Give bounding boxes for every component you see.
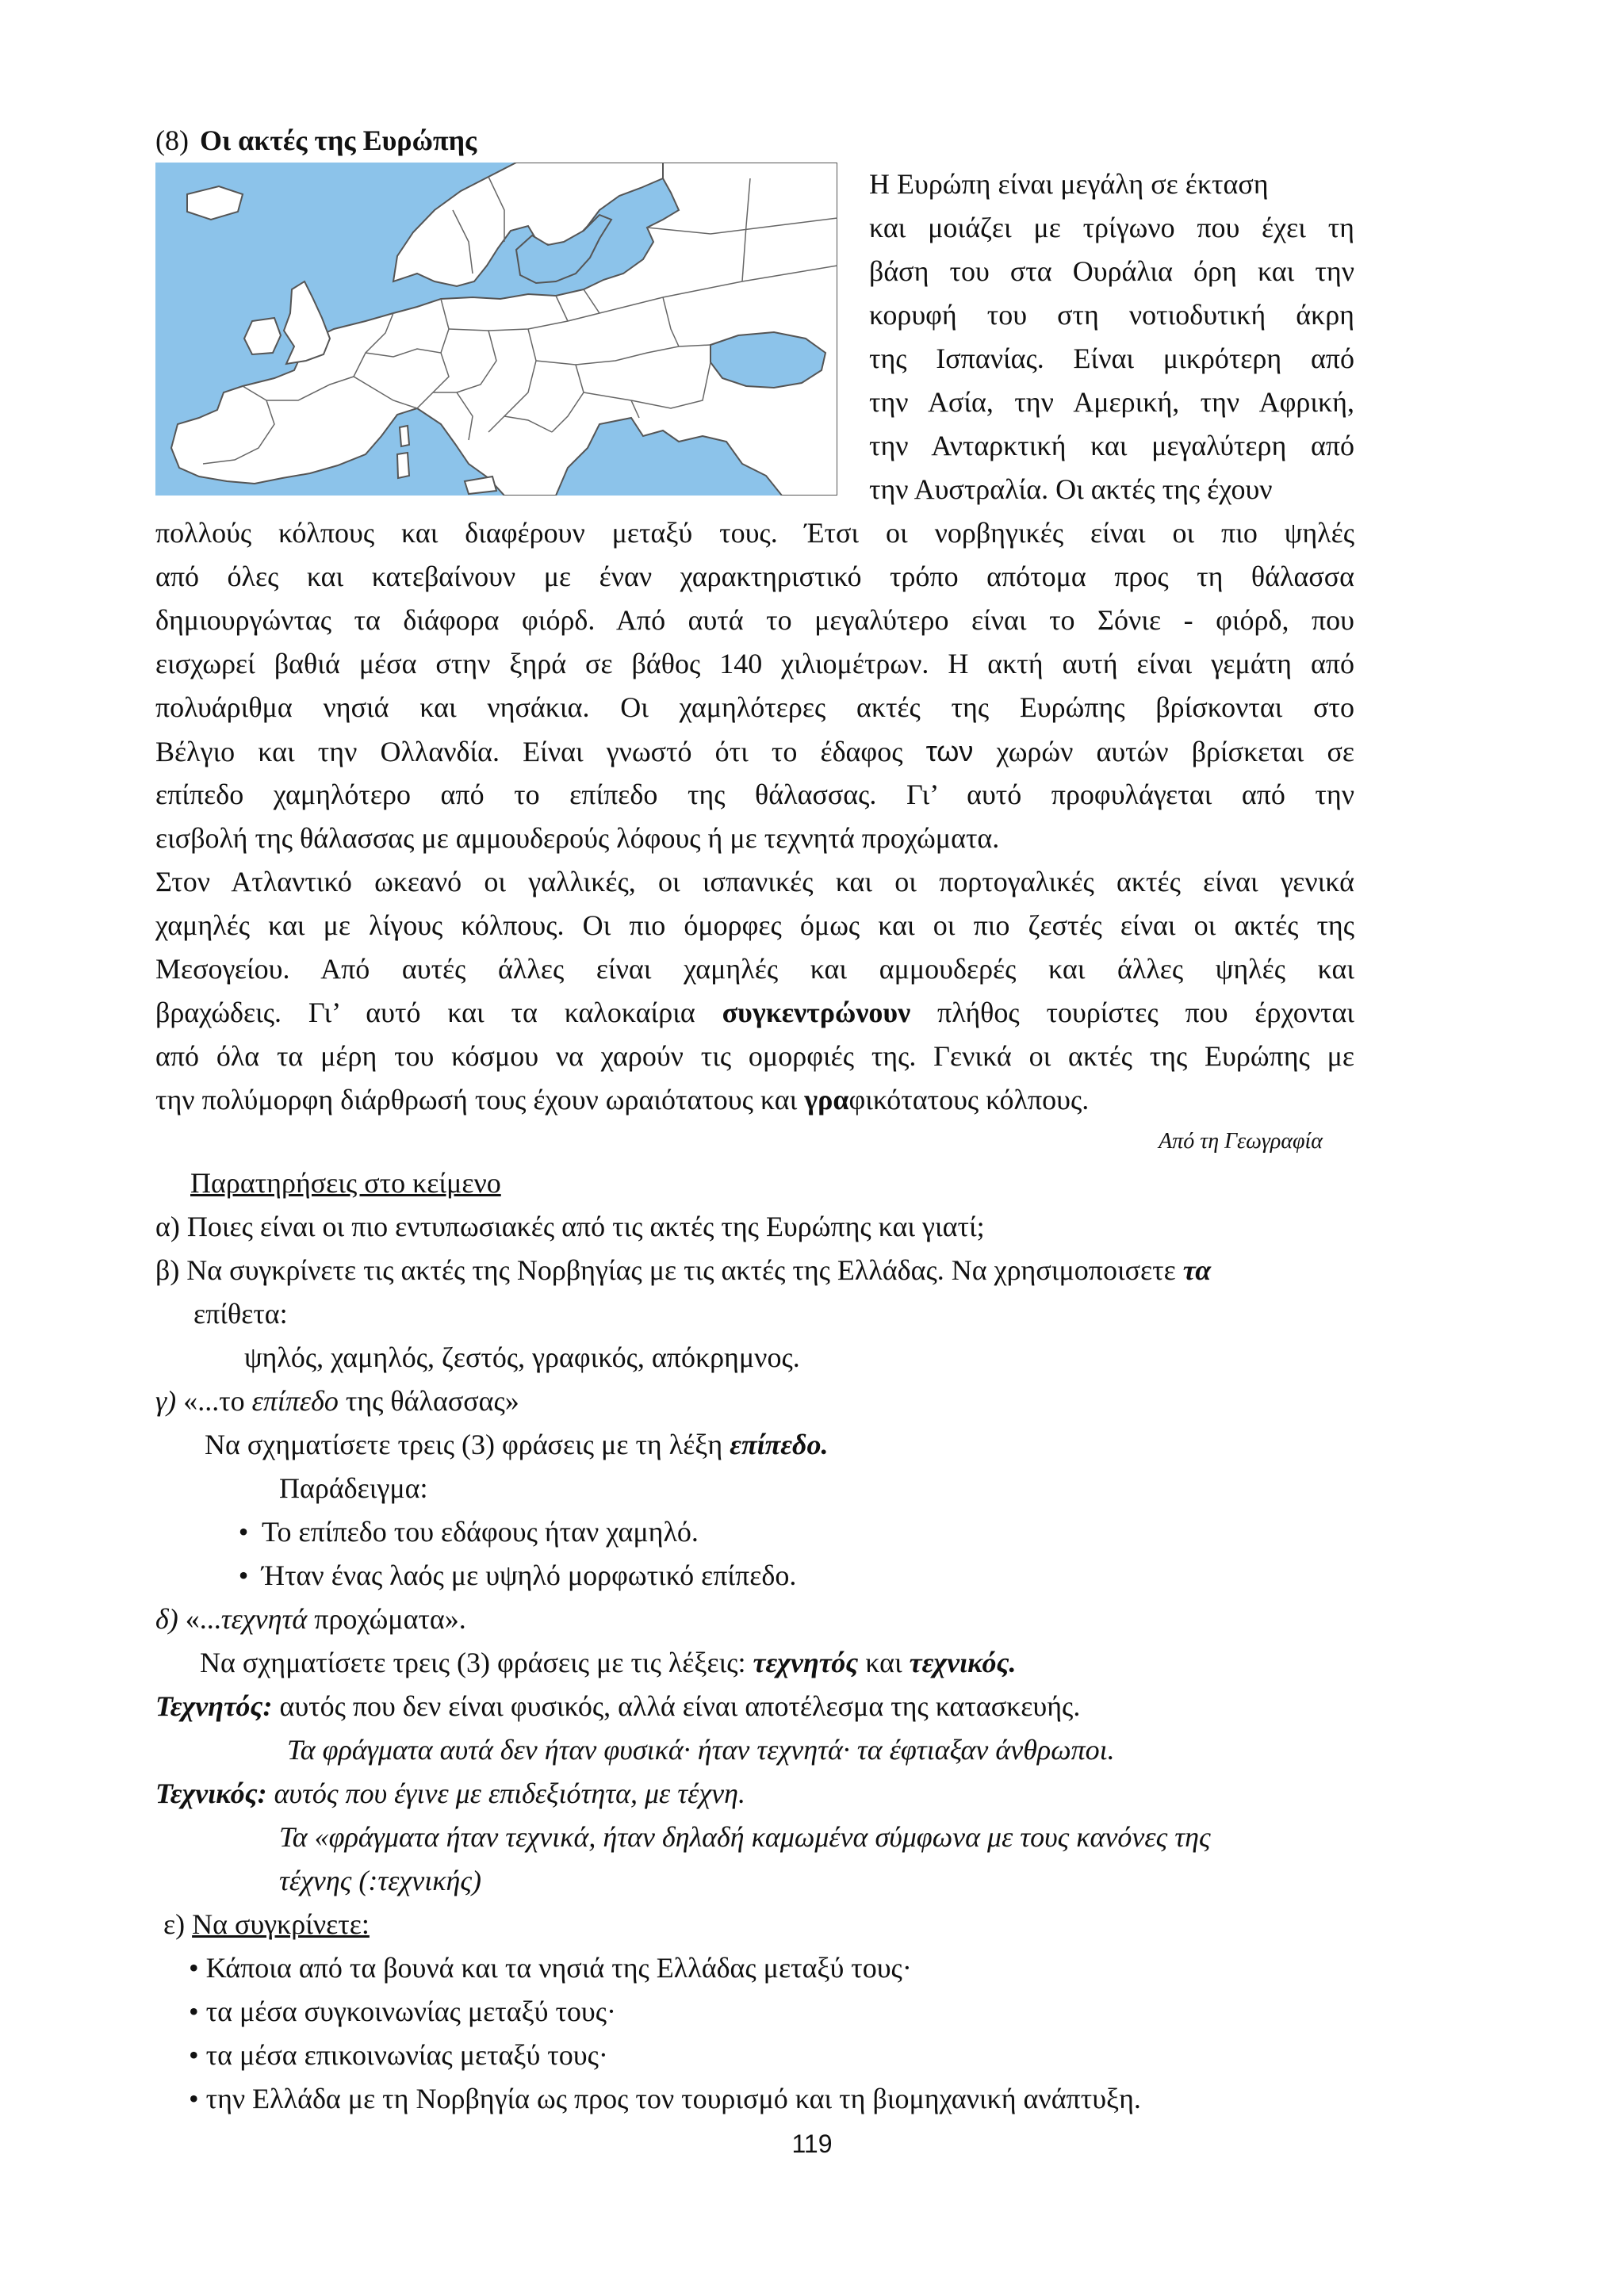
list-item-text: τα μέσα συγκοινωνίας μεταξύ τους·	[205, 1996, 617, 2027]
section-title: Οι ακτές της Ευρώπης	[199, 124, 477, 156]
source-citation: Από τη Γεωγραφία	[1159, 1129, 1323, 1154]
bullet-icon: •	[238, 1559, 249, 1591]
europe-map-image	[155, 163, 837, 496]
text-line: από όλες και κατεβαίνουν με έναν χαρακτηριστικό τρόπο απότομα προς τη θάλασσα	[155, 561, 1354, 592]
bold-word: συγκεντρώνουν	[722, 997, 911, 1028]
definition-technikos	[155, 1772, 1354, 1816]
text-span: β) Να συγκρίνετε τις ακτές της Νορβηγίας με τις ακτές της Ελλάδας. Να χρησιμοποισετε	[155, 1254, 1183, 1286]
intro-line: Η Ευρώπη είναι μεγάλη σε έκταση	[869, 168, 1269, 200]
paragraph-mediterranean	[155, 860, 1354, 1122]
question-b	[155, 1249, 1354, 1292]
question-c-task	[155, 1423, 1354, 1467]
list-item	[155, 1554, 1354, 1598]
intro-line: κορυφή του στη νοτιοδυτική άκρη	[869, 299, 1354, 331]
list-item	[155, 1946, 1354, 1990]
text-line: Στον Ατλαντικό ωκεανό οι γαλλικές, οι ισπανικές και οι πορτογαλικές ακτές είναι γενικά	[155, 866, 1354, 897]
text-line	[155, 991, 1354, 1035]
intro-line: της Ισπανίας. Είναι μικρότερη από	[869, 342, 1354, 374]
page-content	[155, 119, 1354, 2121]
list-item-text: την Ελλάδα με τη Νορβηγία ως προς τον τουρισμό και τη βιομηχανική ανάπτυξη.	[205, 2083, 1141, 2114]
text-span: Βέλγιο και την Ολλανδία. Είναι γνωστό ότι το έδαφος	[155, 736, 926, 767]
text-line: πολλούς κόλπους και διαφέρουν μεταξύ τους. Έτσι οι νορβηγικές είναι οι πιο ψηλές	[155, 517, 1354, 549]
text-span: βραχώδεις. Γι’ αυτό και τα καλοκαίρια	[155, 997, 722, 1028]
definition-example	[155, 1816, 1354, 1859]
definition-term: Τεχνικός:	[155, 1777, 267, 1809]
bold-word: γρα	[804, 1084, 849, 1115]
page-number: 119	[791, 2130, 833, 2158]
list-item-text: Κάποια από τα βουνά και τα νησιά της Ελλάδας μεταξύ τους·	[205, 1952, 912, 1984]
definition-example	[155, 1728, 1354, 1772]
question-label: δ)	[155, 1603, 186, 1635]
intro-line: την Ανταρκτική και μεγαλύτερη από	[869, 430, 1354, 461]
text-span: φικότατους κόλπους.	[848, 1084, 1090, 1115]
sardinia	[397, 453, 409, 478]
bullet-icon: •	[189, 2083, 206, 2114]
question-e	[155, 1903, 1354, 1946]
text-span: «...το	[183, 1385, 252, 1417]
example-text: τέχνης (:τεχνικής)	[279, 1865, 481, 1896]
text-line: επίπεδο χαμηλότερο από το επίπεδο της θάλασσας. Γι’ αυτό προφυλάγεται από την	[155, 779, 1354, 810]
text-span: χωρών αυτών βρίσκεται σε	[973, 736, 1354, 767]
question-a: α) Ποιες είναι οι πιο εντυπωσιακές από τις ακτές της Ευρώπης και γιατί;	[155, 1211, 985, 1242]
example-text: Τα «φράγματα ήταν τεχνικά, ήταν δηλαδή καμωμένα σύμφωνα με τους κανόνες της	[279, 1821, 1211, 1853]
intro-line: και μοιάζει με τρίγωνο που έχει τη	[869, 212, 1354, 243]
list-item	[155, 1510, 1354, 1554]
definition-example	[155, 1859, 1354, 1903]
italic-word: επίπεδο	[251, 1385, 339, 1417]
text-span: Να σχηματίσετε τρεις (3) φράσεις με τη λέξη	[205, 1429, 730, 1460]
definition-technitos	[155, 1685, 1354, 1728]
italic-word: τεχνητά	[220, 1603, 308, 1635]
text-span: προχώματα».	[307, 1603, 466, 1635]
text-span: και	[858, 1647, 910, 1678]
question-e-title: Να συγκρίνετε:	[192, 1908, 370, 1940]
paragraph-norway	[155, 511, 1354, 860]
question-label: γ)	[155, 1385, 184, 1417]
text-span: την πολύμορφη διάρθρωσή τους έχουν ωραιότατους και	[155, 1084, 805, 1115]
text-span: «...	[185, 1603, 221, 1635]
adjective-list: ψηλός, χαμηλός, ζεστός, γραφικός, απόκρημνος.	[244, 1341, 800, 1373]
text-line: Μεσογείου. Από αυτές άλλες είναι χαμηλές και αμμουδερές και άλλες ψηλές και	[155, 953, 1354, 985]
section-heading	[155, 119, 1354, 163]
text-span: πλήθος τουρίστες που έρχονται	[910, 997, 1354, 1028]
text-line	[155, 1078, 1354, 1122]
question-label: ε)	[163, 1908, 193, 1940]
definition-text: αυτός που δεν είναι φυσικός, αλλά είναι αποτέλεσμα της κατασκευής.	[272, 1690, 1081, 1722]
list-item	[155, 1990, 1354, 2034]
question-d-task	[155, 1641, 1354, 1685]
corsica	[400, 426, 409, 446]
bullet-icon: •	[189, 1952, 206, 1984]
bold-italic-word: επίπεδο.	[730, 1429, 829, 1460]
text-span: των	[925, 735, 974, 767]
text-span: Να σχηματίσετε τρεις (3) φράσεις με τις λέξεις:	[200, 1647, 753, 1678]
question-c	[155, 1380, 1354, 1423]
intro-line: βάση του στα Ουράλια όρη και την	[869, 255, 1354, 287]
bold-italic-word: τεχνητός	[753, 1647, 859, 1678]
text-line: πολυάριθμα νησιά και νησάκια. Οι χαμηλότερες ακτές της Ευρώπης βρίσκονται στο	[155, 691, 1354, 723]
example-label: Παράδειγμα:	[279, 1472, 428, 1504]
bold-italic-word: τα	[1182, 1254, 1212, 1286]
list-item-text: Το επίπεδο του εδάφους ήταν χαμηλό.	[262, 1516, 699, 1548]
bullet-icon: •	[238, 1516, 249, 1548]
example-text: Τα φράγματα αυτά δεν ήταν φυσικά· ήταν τεχνητά· τα έφτιαξαν άνθρωποι.	[287, 1734, 1115, 1766]
bullet-icon: •	[189, 1996, 206, 2027]
question-b-continued: επίθετα:	[193, 1298, 288, 1330]
intro-line: την Αυστραλία. Οι ακτές της έχουν	[869, 473, 1273, 505]
text-line	[155, 729, 1354, 773]
list-item	[155, 2077, 1354, 2121]
bullet-icon: •	[189, 2039, 206, 2071]
exercises-title	[155, 1161, 1354, 1205]
intro-line: την Ασία, την Αμερική, την Αφρική,	[869, 386, 1354, 418]
list-item	[155, 2034, 1354, 2077]
list-item-text: τα μέσα επικοινωνίας μεταξύ τους·	[205, 2039, 608, 2071]
text-line: χαμηλές και με λίγους κόλπους. Οι πιο όμορφες όμως και οι πιο ζεστές είναι οι ακτές της	[155, 909, 1354, 941]
text-line: εισβολή της θάλασσας με αμμουδερούς λόφους ή με τεχνητά προχώματα.	[155, 822, 1000, 854]
exercises-title-text: Παρατηρήσεις στο κείμενο	[190, 1167, 501, 1199]
definition-text: αυτός που έγινε με επιδεξιότητα, με τέχνη.	[266, 1777, 745, 1809]
list-item-text: Ήταν ένας λαός με υψηλό μορφωτικό επίπεδο.	[262, 1559, 797, 1591]
text-line: εισχωρεί βαθιά μέσα στην ξηρά σε βάθος 140 χιλιομέτρων. Η ακτή αυτή είναι γεμάτη από	[155, 648, 1354, 679]
question-d	[155, 1598, 1354, 1641]
black-sea	[710, 332, 825, 388]
text-line: από όλα τα μέρη του κόσμου να χαρούν τις ομορφιές της. Γενικά οι ακτές της Ευρώπης με	[155, 1040, 1354, 1072]
text-span: της θάλασσας»	[338, 1385, 519, 1417]
definition-term: Τεχνητός:	[155, 1690, 273, 1722]
text-line: δημιουργώντας τα διάφορα φιόρδ. Από αυτά το μεγαλύτερο είναι το Σόνιε - φιόρδ, που	[155, 604, 1354, 636]
bold-italic-word: τεχνικός.	[909, 1647, 1017, 1678]
section-number: (8)	[155, 124, 189, 156]
